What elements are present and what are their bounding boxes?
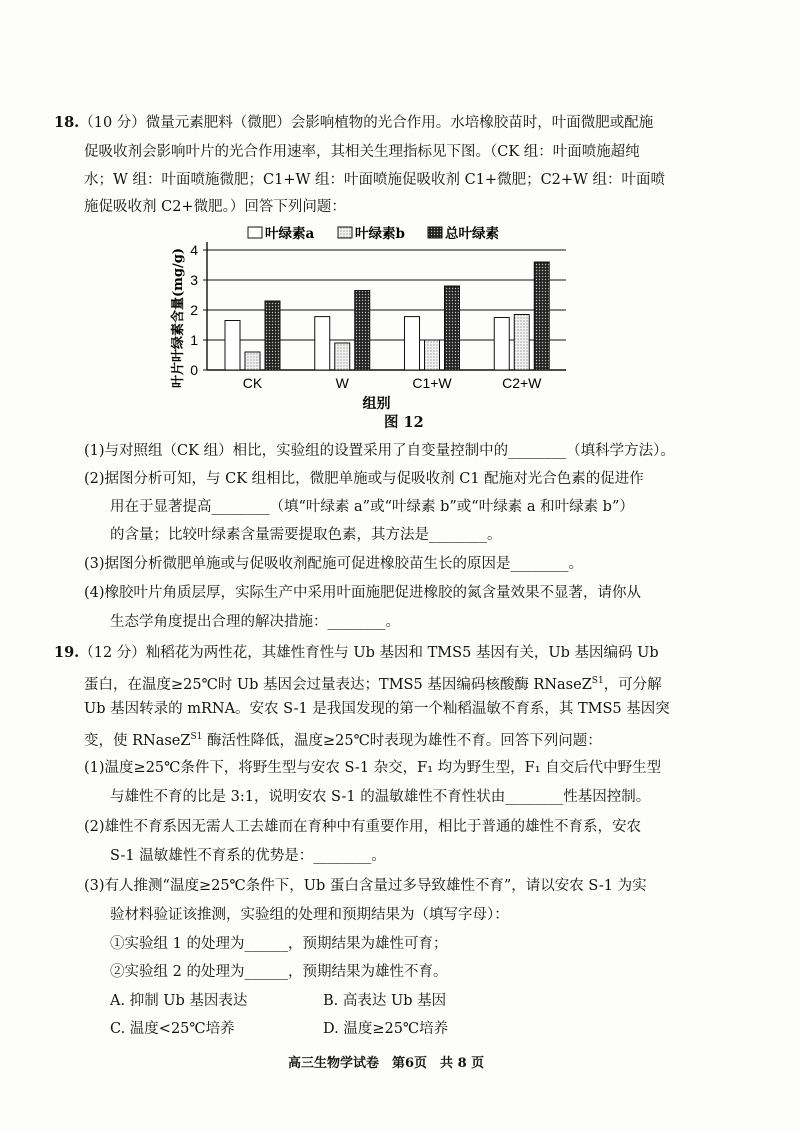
q19-sub-2a: (2)雄性不育系因无需人工去雄而在育种中有重要作用，相比于普通的雄性不育系，安农	[84, 819, 642, 835]
q19-sub-3a: (3)有人推测“温度≥25℃条件下，Ub 蛋白含量过多导致雄性不育”，请以安农 S-1 为实	[84, 878, 647, 894]
x-axis-label: 组别	[362, 396, 391, 412]
option-c: C. 温度<25℃培养	[110, 1021, 235, 1037]
bar-chlorophyll-a	[315, 317, 330, 370]
chart-svg	[160, 218, 580, 423]
y-tick-label: 3	[190, 272, 198, 288]
q19-line-2: 蛋白，在温度≥25℃时 Ub 基因会过量表达；TMS5 基因编码核酸酶 RNaseZ$^{S1}$，可分解	[84, 676, 662, 693]
y-tick-label: 1	[190, 332, 198, 348]
bar-chlorophyll-a	[225, 321, 240, 371]
x-tick-label: C1+W	[412, 375, 452, 391]
q19-number: 19.	[54, 644, 80, 661]
bar-total-chlorophyll	[265, 301, 280, 370]
q19-sub-2b: S-1 温敏雄性不育系的优势是：________。	[110, 848, 386, 864]
q19-sub-1b: 与雄性不育的比是 3:1，说明安农 S-1 的温敏雄性不育性状由________性基因控制。	[110, 789, 651, 805]
chlorophyll-chart	[160, 218, 580, 423]
legend-swatch	[248, 227, 262, 238]
option-a: A. 抑制 Ub 基因表达	[110, 993, 248, 1009]
legend-label: 叶绿素a	[265, 226, 315, 242]
option-d: D. 温度≥25℃培养	[323, 1021, 449, 1037]
q18-number: 18.	[54, 114, 80, 131]
q18-sub-4a: (4)橡胶叶片角质层厚，实际生产中采用叶面施肥促进橡胶的氮含量效果不显著，请你从	[84, 585, 642, 601]
bar-total-chlorophyll	[534, 262, 549, 370]
x-tick-label: CK	[242, 375, 263, 391]
q18-line-3: 水；W 组：叶面喷施微肥；C1+W 组：叶面喷施促吸收剂 C1+微肥；C2+W 组：叶面喷	[84, 172, 666, 188]
q19-sub-3c: ①实验组 1 的处理为______，预期结果为雄性可育；	[110, 936, 448, 952]
q19-sub-3d: ②实验组 2 的处理为______，预期结果为雄性不育。	[110, 964, 448, 980]
q19-line-1: 19.（12 分）籼稻花为两性花，其雄性育性与 Ub 基因和 TMS5 基因有关，Ub 基因编码 Ub	[54, 644, 659, 661]
x-tick-label: W	[335, 375, 349, 391]
q18-line-4: 施促吸收剂 C2+微肥。）回答下列问题：	[84, 199, 346, 215]
q18-sub-2b: 用在于显著提高________（填“叶绿素 a”或“叶绿素 b”或“叶绿素 a 和叶绿素 b”）	[110, 499, 634, 515]
x-tick-label: C2+W	[502, 375, 542, 391]
bar-total-chlorophyll	[445, 286, 460, 370]
bar-chlorophyll-b	[335, 343, 350, 370]
q19-sub-1a: (1)温度≥25℃条件下，将野生型与安农 S-1 杂交，F₁ 均为野生型，F₁ 自交后代中野生型	[84, 760, 662, 776]
bar-chlorophyll-b	[514, 315, 529, 371]
q18-line-1: 18.（10 分）微量元素肥料（微肥）会影响植物的光合作用。水培橡胶苗时，叶面微肥或配施	[54, 114, 654, 131]
y-tick-label: 2	[190, 302, 198, 318]
y-tick-label: 0	[190, 362, 198, 378]
bar-chlorophyll-b	[245, 352, 260, 370]
q18-sub-4b: 生态学角度提出合理的解决措施：________。	[110, 614, 400, 630]
legend-label: 叶绿素b	[355, 226, 405, 242]
q19-line-4: 变，使 RNaseZ$^{S1}$ 酶活性降低，温度≥25℃时表现为雄性不育。回答下列问题：	[84, 732, 602, 749]
bar-chlorophyll-a	[405, 317, 420, 370]
q18-sub-3: (3)据图分析微肥单施或与促吸收剂配施可促进橡胶苗生长的原因是________。	[84, 556, 584, 572]
q19-sub-3b: 验材料验证该推测，实验组的处理和预期结果为（填写字母）：	[110, 907, 509, 923]
option-b: B. 高表达 Ub 基因	[323, 993, 447, 1009]
bar-chlorophyll-a	[494, 318, 509, 371]
legend-label: 总叶绿素	[445, 226, 499, 242]
q18-line-2: 促吸收剂会影响叶片的光合作用速率，其相关生理指标见下图。（CK 组：叶面喷施超纯	[84, 144, 640, 160]
q19-line-3: Ub 基因转录的 mRNA。安农 S-1 是我国发现的第一个籼稻温敏不育系，其 TMS5 基因突	[84, 701, 670, 717]
q18-sub-2c: 的含量；比较叶绿素含量需要提取色素，其方法是________。	[110, 527, 502, 543]
bar-total-chlorophyll	[355, 291, 370, 371]
legend-swatch	[428, 227, 442, 238]
page-footer: 高三生物学试卷 第6页 共 8 页	[288, 1056, 485, 1071]
figure-caption: 图 12	[384, 414, 424, 431]
legend-swatch	[338, 227, 352, 238]
y-tick-label: 4	[190, 242, 198, 258]
bar-chlorophyll-b	[425, 340, 440, 370]
q18-sub-1: (1)与对照组（CK 组）相比，实验组的设置采用了自变量控制中的________（填科学方法）。	[84, 443, 675, 459]
q18-sub-2a: (2)据图分析可知，与 CK 组相比，微肥单施或与促吸收剂 C1 配施对光合色素的促进作	[84, 471, 644, 487]
y-axis-label: 叶片叶绿素含量(mg/g)	[171, 248, 186, 388]
